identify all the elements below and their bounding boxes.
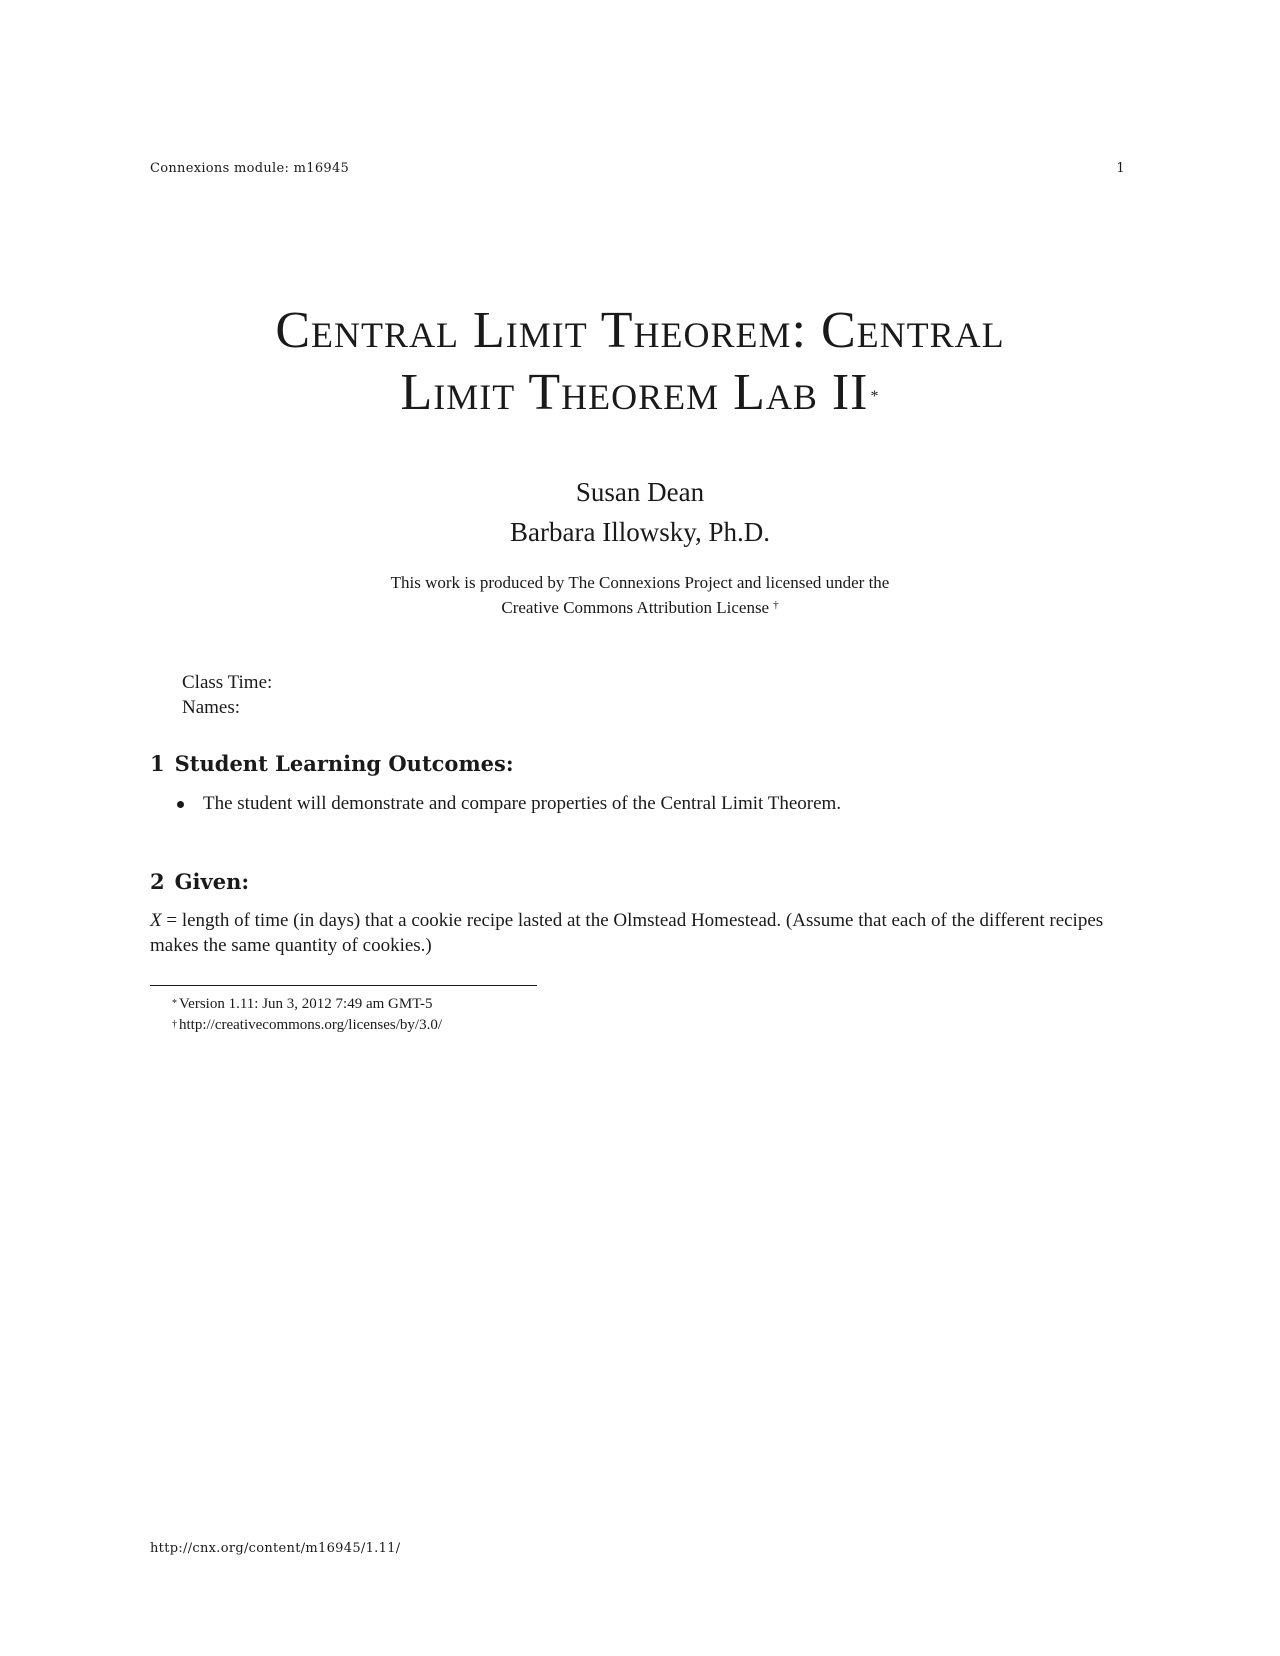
license-line-1: This work is produced by The Connexions Project and licensed under the xyxy=(390,573,890,592)
section-title: Student Learning Outcomes: xyxy=(174,751,514,776)
section-number: 2 xyxy=(150,869,165,894)
section-number: 1 xyxy=(150,751,165,776)
license-notice xyxy=(0,570,1280,620)
outcomes-list xyxy=(173,791,841,816)
module-label: Connexions module: m16945 xyxy=(150,161,350,176)
footnote-license-url xyxy=(172,1015,442,1036)
page-number: 1 xyxy=(1116,161,1125,176)
running-head xyxy=(150,161,1125,181)
section-heading-given xyxy=(150,868,249,896)
document-title xyxy=(0,300,1280,424)
license-line-2-wrap xyxy=(0,595,1280,620)
class-info xyxy=(182,670,272,720)
author-2: Barbara Illowsky, Ph.D. xyxy=(510,517,770,547)
title-line-2-text: Limit Theorem Lab II xyxy=(400,364,869,421)
given-paragraph xyxy=(150,908,1130,958)
footnotes xyxy=(172,994,442,1036)
given-text: = length of time (in days) that a cookie recipe lasted at the Olmstead Homestead. (Assume that each of the different recipes makes the same quantity of cookies.) xyxy=(150,910,1104,956)
footnote-text: Version 1.11: Jun 3, 2012 7:49 am GMT-5 xyxy=(179,996,433,1012)
title-footnote-mark: * xyxy=(870,388,880,405)
title-line-1: Central Limit Theorem: Central xyxy=(275,302,1005,359)
section-heading-outcomes xyxy=(150,750,514,778)
section-title: Given: xyxy=(174,869,250,894)
title-line-2 xyxy=(0,362,1280,424)
names-label: Names: xyxy=(182,697,241,718)
list-item-text: The student will demonstrate and compare properties of the Central Limit Theorem. xyxy=(203,793,842,814)
footnote-mark: * xyxy=(172,998,177,1009)
author-1: Susan Dean xyxy=(575,477,705,507)
list-item xyxy=(173,791,841,816)
footnote-link[interactable]: http://creativecommons.org/licenses/by/3.0/ xyxy=(179,1017,443,1033)
footnote-version xyxy=(172,994,442,1015)
variable-x: X xyxy=(150,910,162,931)
license-line-2: Creative Commons Attribution License xyxy=(501,598,770,617)
class-time-label: Class Time: xyxy=(182,672,273,693)
license-footnote-mark: † xyxy=(773,599,779,611)
footnote-mark: † xyxy=(172,1019,177,1030)
bullet-icon xyxy=(177,801,184,808)
page-footer-url[interactable]: http://cnx.org/content/m16945/1.11/ xyxy=(150,1541,401,1556)
footnote-divider xyxy=(150,985,537,986)
authors xyxy=(0,472,1280,552)
